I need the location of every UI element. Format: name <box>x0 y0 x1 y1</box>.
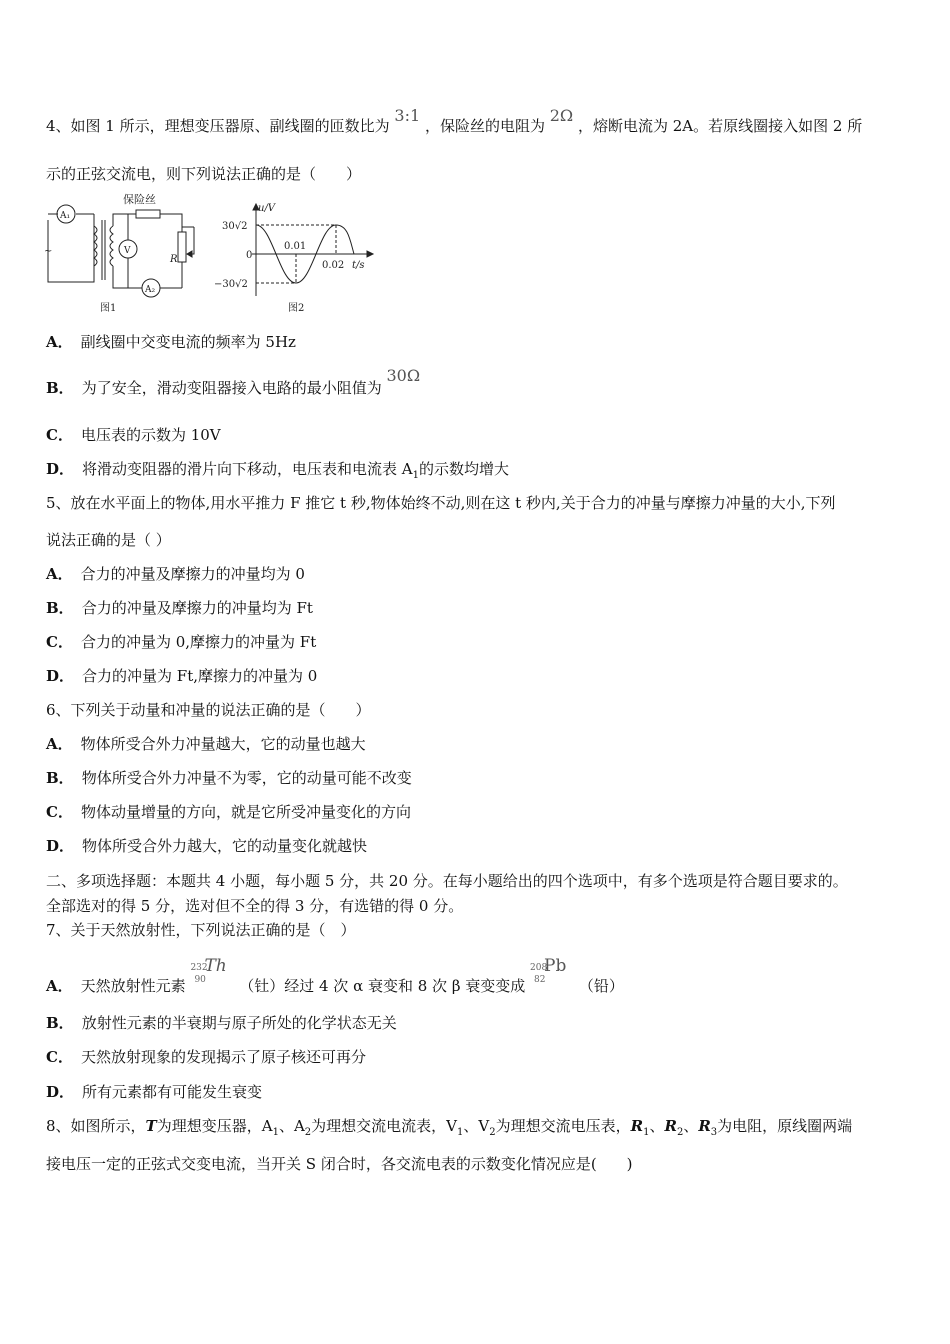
ammeter-a2-label: A₂ <box>145 285 156 295</box>
y-axis-label: u/V <box>258 203 276 214</box>
q4-option-b: B． 为了安全，滑动变阻器接入电路的最小阻值为 30Ω <box>46 366 421 397</box>
q4-text: ，熔断电流为 2A。若原线圈接入如图 2 所 <box>577 117 863 135</box>
ac-source-symbol: ~ <box>44 246 53 257</box>
ratio-formula: 3:1 <box>394 106 421 125</box>
q4-text: ，保险丝的电阻为 <box>424 117 545 135</box>
q7-option-b: B． 放射性元素的半衰期与原子所处的化学状态无关 <box>46 1014 397 1032</box>
thorium-isotope: 232 90 Th <box>190 956 227 985</box>
q4-line2: 示的正弦交流电，则下列说法正确的是（ ） <box>46 165 362 183</box>
q7-option-a: A． 天然放射性元素 232 90 Th （钍）经过 4 次 α 衰变和 8 次 β 衰变变成 208 82 Pb （铅） <box>46 956 624 995</box>
q7-option-c: C． 天然放射现象的发现揭示了原子核还可再分 <box>46 1048 366 1066</box>
q8-line2: 接电压一定的正弦式交变电流，当开关 S 闭合时，各交流电表的示数变化情况应是( ) <box>46 1155 633 1173</box>
fuse-label: 保险丝 <box>123 193 156 206</box>
section2-line2: 全部选对的得 5 分，选对但不全的得 3 分，有选错的得 0 分。 <box>46 897 464 915</box>
q4-text: 4、如图 1 所示，理想变压器原、副线圈的匝数比为 <box>46 117 390 135</box>
q5-option-a: A． 合力的冲量及摩擦力的冲量均为 0 <box>46 565 305 583</box>
y-min-label: −30√2 <box>214 279 248 290</box>
q6-option-b: B． 物体所受合外力冲量不为零，它的动量可能不改变 <box>46 769 412 787</box>
q4-option-a: A． 副线圈中交变电流的频率为 5Hz <box>46 333 296 351</box>
t2-label: 0.02 <box>322 260 345 271</box>
fig2-caption: 图2 <box>288 303 305 314</box>
y-zero-label: 0 <box>246 250 253 261</box>
q7-line1: 7、关于天然放射性，下列说法正确的是（ ） <box>46 921 356 939</box>
section2-line1: 二、多项选择题：本题共 4 小题，每小题 5 分，共 20 分。在每小题给出的四个选项中，有多个选项是符合题目要求的。 <box>46 872 848 890</box>
x-axis-label: t/s <box>352 260 365 271</box>
fig1-caption: 图1 <box>100 303 117 314</box>
q8-line1: 8、如图所示，T为理想变压器，$A_1$、$A_2$为理想交流电流表，$V_1$、$V_2$为理想交流电压表，$R_1$、$R_2$、$R_3$为电阻，原线圈两端 <box>46 1117 853 1138</box>
ammeter-a1-label: A₁ <box>60 211 71 221</box>
q5-option-d: D． 合力的冲量为 Ft,摩擦力的冲量为 0 <box>46 667 318 685</box>
q4-line1 <box>46 106 863 136</box>
q4-figure <box>44 192 384 317</box>
fuse-resistance-formula: 2Ω <box>549 106 574 125</box>
q5-option-c: C． 合力的冲量为 0,摩擦力的冲量为 Ft <box>46 633 317 651</box>
y-max-label: 30√2 <box>222 221 248 232</box>
q4-option-c: C． 电压表的示数为 10V <box>46 426 221 444</box>
q6-option-c: C． 物体动量增量的方向，就是它所受冲量变化的方向 <box>46 803 411 821</box>
q6-option-a: A． 物体所受合外力冲量越大，它的动量也越大 <box>46 735 366 753</box>
q4-option-d: D． 将滑动变阻器的滑片向下移动，电压表和电流表 $A_1$的示数均增大 <box>46 460 510 481</box>
lead-isotope: 208 82 Pb <box>530 956 567 985</box>
q6-line1: 6、下列关于动量和冲量的说法正确的是（ ） <box>46 701 371 719</box>
q5-option-b: B． 合力的冲量及摩擦力的冲量均为 Ft <box>46 599 313 617</box>
q7-option-d: D． 所有元素都有可能发生衰变 <box>46 1083 263 1101</box>
q6-option-d: D． 物体所受合外力越大，它的动量变化就越快 <box>46 837 368 855</box>
q5-line2: 说法正确的是（ ） <box>46 531 171 549</box>
t1-label: 0.01 <box>284 241 307 252</box>
resistor-r-label: R <box>170 254 178 265</box>
q5-line1: 5、放在水平面上的物体,用水平推力 F 推它 t 秒,物体始终不动,则在这 t 秒内,关于合力的冲量与摩擦力冲量的大小,下列 <box>46 494 836 512</box>
voltmeter-label: V <box>124 246 131 256</box>
min-resistance-formula: 30Ω <box>386 366 421 385</box>
